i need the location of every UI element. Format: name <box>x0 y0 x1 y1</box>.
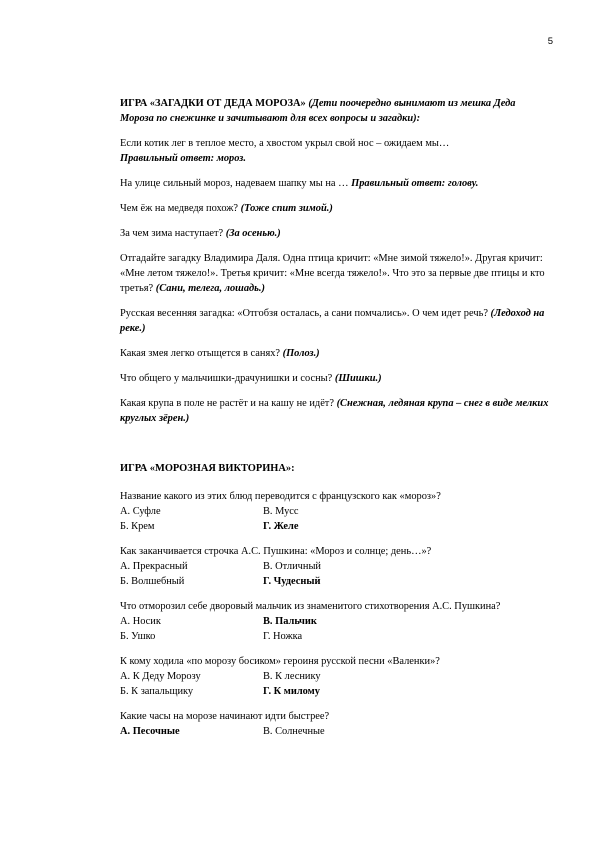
quiz-question <box>120 599 550 644</box>
riddle-answer: Правильный ответ: мороз. <box>120 153 246 164</box>
option: Б. Ушко <box>120 631 156 642</box>
options-row <box>120 574 550 589</box>
riddle-text: За чем зима наступает? <box>120 228 224 239</box>
option: В. Солнечные <box>263 726 325 737</box>
option: Г. Ножка <box>263 631 303 642</box>
riddles-note: (Дети поочередно вынимают из мешка Деда Мороза по снежинке и зачитывают для всех вопросы и загадки): <box>120 98 516 124</box>
riddle-text: Русская весенняя загадка: «Отгобзя осталась, а сани помчались». О чем идет речь? <box>120 308 488 319</box>
riddle-answer: (Ледоход на реке.) <box>120 308 545 334</box>
riddle-text: Какая змея легко отыщется в санях? <box>120 348 281 359</box>
riddle-text: Чем ёж на медведя похож? <box>120 203 239 214</box>
riddles-heading <box>120 96 550 126</box>
riddle-answer: (За осенью.) <box>225 228 281 239</box>
option-correct: Г. К милому <box>263 686 320 697</box>
riddles-title: ИГРА «ЗАГАДКИ ОТ ДЕДА МОРОЗА» <box>120 98 306 109</box>
riddle <box>120 251 550 296</box>
options-row <box>120 519 550 534</box>
riddle <box>120 136 550 166</box>
question-text: К кому ходила «по морозу босиком» героиня русской песни «Валенки»? <box>120 656 440 667</box>
riddle <box>120 176 550 191</box>
option-correct: В. Пальчик <box>263 616 317 627</box>
quiz-question <box>120 489 550 534</box>
option: А. К Деду Морозу <box>120 671 201 682</box>
option: Б. К запальщику <box>120 686 194 697</box>
riddle-text: Если котик лег в теплое место, а хвостом укрыл свой нос – ожидаем мы… <box>120 138 450 149</box>
riddle-answer: (Сани, телега, лошадь.) <box>155 283 265 294</box>
options-row <box>120 614 550 629</box>
quiz-question <box>120 544 550 589</box>
riddle-text: Что общего у мальчишки-драчунишки и сосны? <box>120 373 333 384</box>
question-text: Какие часы на морозе начинают идти быстрее? <box>120 711 330 722</box>
riddle-answer: (Полоз.) <box>282 348 320 359</box>
option: Б. Крем <box>120 521 155 532</box>
option: А. Суфле <box>120 506 161 517</box>
riddle-answer: (Шишки.) <box>334 373 382 384</box>
riddle-text: На улице сильный мороз, надеваем шапку мы на … <box>120 178 349 189</box>
option-correct: Г. Чудесный <box>263 576 321 587</box>
question-text: Название какого из этих блюд переводится с французского как «мороз»? <box>120 491 441 502</box>
option: В. Отличный <box>263 561 321 572</box>
riddle-text: Какая крупа в поле не растёт и на кашу не идёт? <box>120 398 334 409</box>
question-text: Как заканчивается строчка А.С. Пушкина: «Мороз и солнце; день…»? <box>120 546 432 557</box>
riddle <box>120 396 550 426</box>
option: А. Прекрасный <box>120 561 188 572</box>
option-correct: Г. Желе <box>263 521 299 532</box>
document-body <box>120 96 550 749</box>
options-row <box>120 559 550 574</box>
options-row <box>120 669 550 684</box>
riddle <box>120 371 550 386</box>
quiz-question <box>120 709 550 739</box>
riddle <box>120 346 550 361</box>
quiz-list <box>120 489 550 739</box>
riddle-text: Отгадайте загадку Владимира Даля. Одна птица кричит: «Мне зимой тяжело!». Другая кричит: «Мне летом тяжело!». Третья кричит: «Мне всегда тяжело!». Что это за первые две птицы и кто третья? <box>120 253 545 294</box>
option-correct: А. Песочные <box>120 726 180 737</box>
page-number: 5 <box>547 36 553 47</box>
riddle-answer: Правильный ответ: голову. <box>351 178 479 189</box>
riddle <box>120 306 550 336</box>
riddle <box>120 226 550 241</box>
riddle-answer: (Снежная, ледяная крупа – снег в виде мелких круглых зёрен.) <box>120 398 549 424</box>
option: А. Носик <box>120 616 161 627</box>
options-row <box>120 629 550 644</box>
option: В. К леснику <box>263 671 321 682</box>
question-text: Что отморозил себе дворовый мальчик из знаменитого стихотворения А.С. Пушкина? <box>120 601 501 612</box>
riddle-answer: (Тоже спит зимой.) <box>240 203 333 214</box>
quiz-title: ИГРА «МОРОЗНАЯ ВИКТОРИНА»: <box>120 463 295 474</box>
options-row <box>120 504 550 519</box>
option: В. Мусс <box>263 506 299 517</box>
riddle <box>120 201 550 216</box>
quiz-question <box>120 654 550 699</box>
options-row <box>120 724 550 739</box>
option: Б. Волшебный <box>120 576 185 587</box>
options-row <box>120 684 550 699</box>
